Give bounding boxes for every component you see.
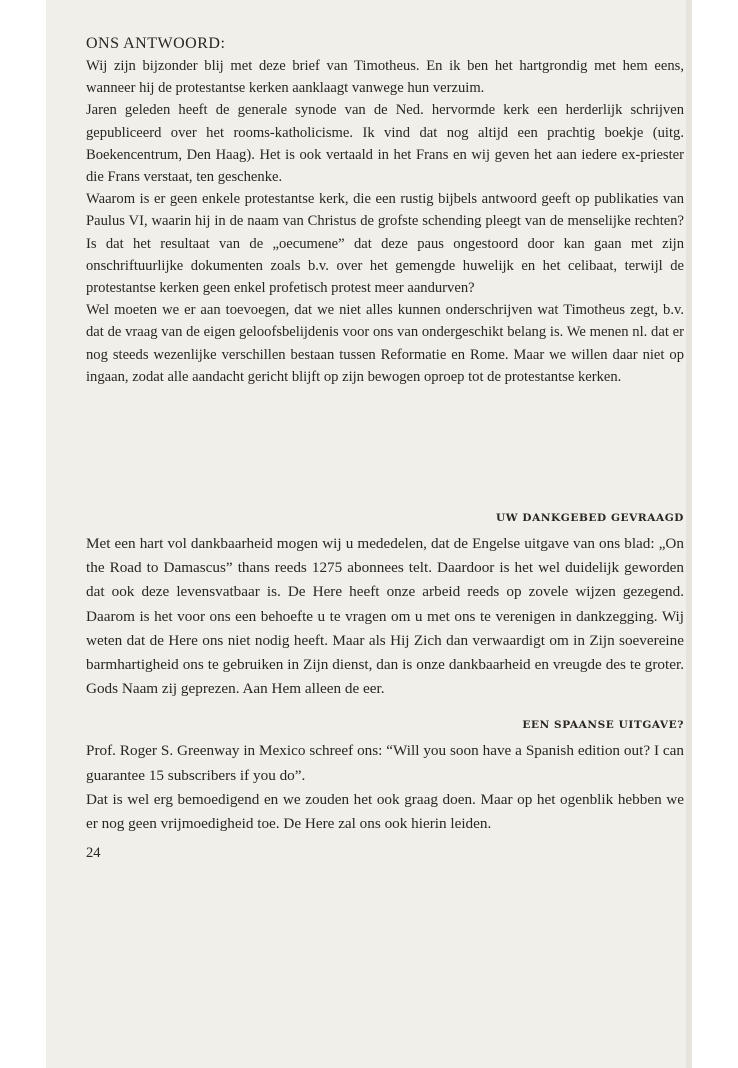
article-paragraph: Waarom is er geen enkele protestantse kerk, die een rustig bijbels antwoord geeft op publikaties van Paulus VI, waarin hij in de naam van Christus de grofste schending pleegt van de menselijke rechten? Is dat het resultaat van de „oecumene” dat deze paus ongestoord door kan gaan met zijn onschriftuurlijke dokumenten zoals b.v. over het gemengde huwelijk en het celibaat, terwijl de protestantse kerken geen enkel profetisch protest meer aandurven? (86, 191, 684, 297)
article-heading: ONS ANTWOORD: (86, 35, 226, 52)
article-paragraph: Wij zijn bijzonder blij met deze brief van Timotheus. En ik ben het hartgrondig met hem eens, wanneer hij de protestantse kerken aanklaagt vanwege hun verzuim. (86, 58, 684, 97)
dankgebed-paragraph: Met een hart vol dankbaarheid mogen wij u mededelen, dat de Engelse uitgave van ons blad: „On the Road to Damascus” thans reeds 1275 abonnees telt. Daardoor is het wel duidelijk geworden dat ook deze levensvatbaar is. De Here heeft onze arbeid reeds op zovele wijzen gezegend. Daarom is het voor ons een behoefte u te vragen om u met ons te verenigen in dankzegging. Wij weten dat de Here ons niet nodig heeft. Maar als Hij Zich dan verwaardigt om in Zijn soevereine barmhartigheid ons te gebruiken in Zijn dienst, dan is onze dankbaarheid en vreugde des te groter. Gods Naam zij geprezen. Aan Hem alleen de eer. (86, 535, 684, 698)
article-paragraph: Jaren geleden heeft de generale synode van de Ned. hervormde kerk een herderlijk schrijven gepubliceerd over het rooms-katholicisme. Ik vind dat nog altijd een prachtig boekje (uitg. Boekencentrum, Den Haag). Het is ook vertaald in het Frans en wij geven het aan iedere ex-priester die Frans verstaat, ten geschenke. (86, 102, 684, 186)
spaanse-heading: EEN SPAANSE UITGAVE? (522, 719, 684, 732)
magazine-page (46, 0, 692, 1068)
spaanse-paragraph: Prof. Roger S. Greenway in Mexico schreef ons: “Will you soon have a Spanish edition out? I can guarantee 15 subscribers if you do”. (86, 742, 684, 784)
spaanse-paragraph: Dat is wel erg bemoedigend en we zouden het ook graag doen. Maar op het ogenblik hebben we er nog geen vrijmoedigheid toe. De Here zal ons ook hierin leiden. (86, 790, 684, 833)
dankgebed-heading: UW DANKGEBED GEVRAAGD (496, 512, 684, 525)
page-content (86, 33, 684, 864)
page-number: 24 (86, 845, 101, 862)
article-paragraph: Wel moeten we er aan toevoegen, dat we niet alles kunnen onderschrijven wat Timotheus zegt, b.v. dat de vraag van de eigen geloofsbelijdenis voor ons van ondergeschikt belang is. We menen nl. dat er nog steeds wezenlijke verschillen bestaan tussen Reformatie en Rome. Maar we willen daar niet op ingaan, zodat alle aandacht gericht blijft op zijn bewogen oproep tot de protestantse kerken. (86, 302, 684, 385)
page-edge-shadow (686, 0, 692, 1068)
